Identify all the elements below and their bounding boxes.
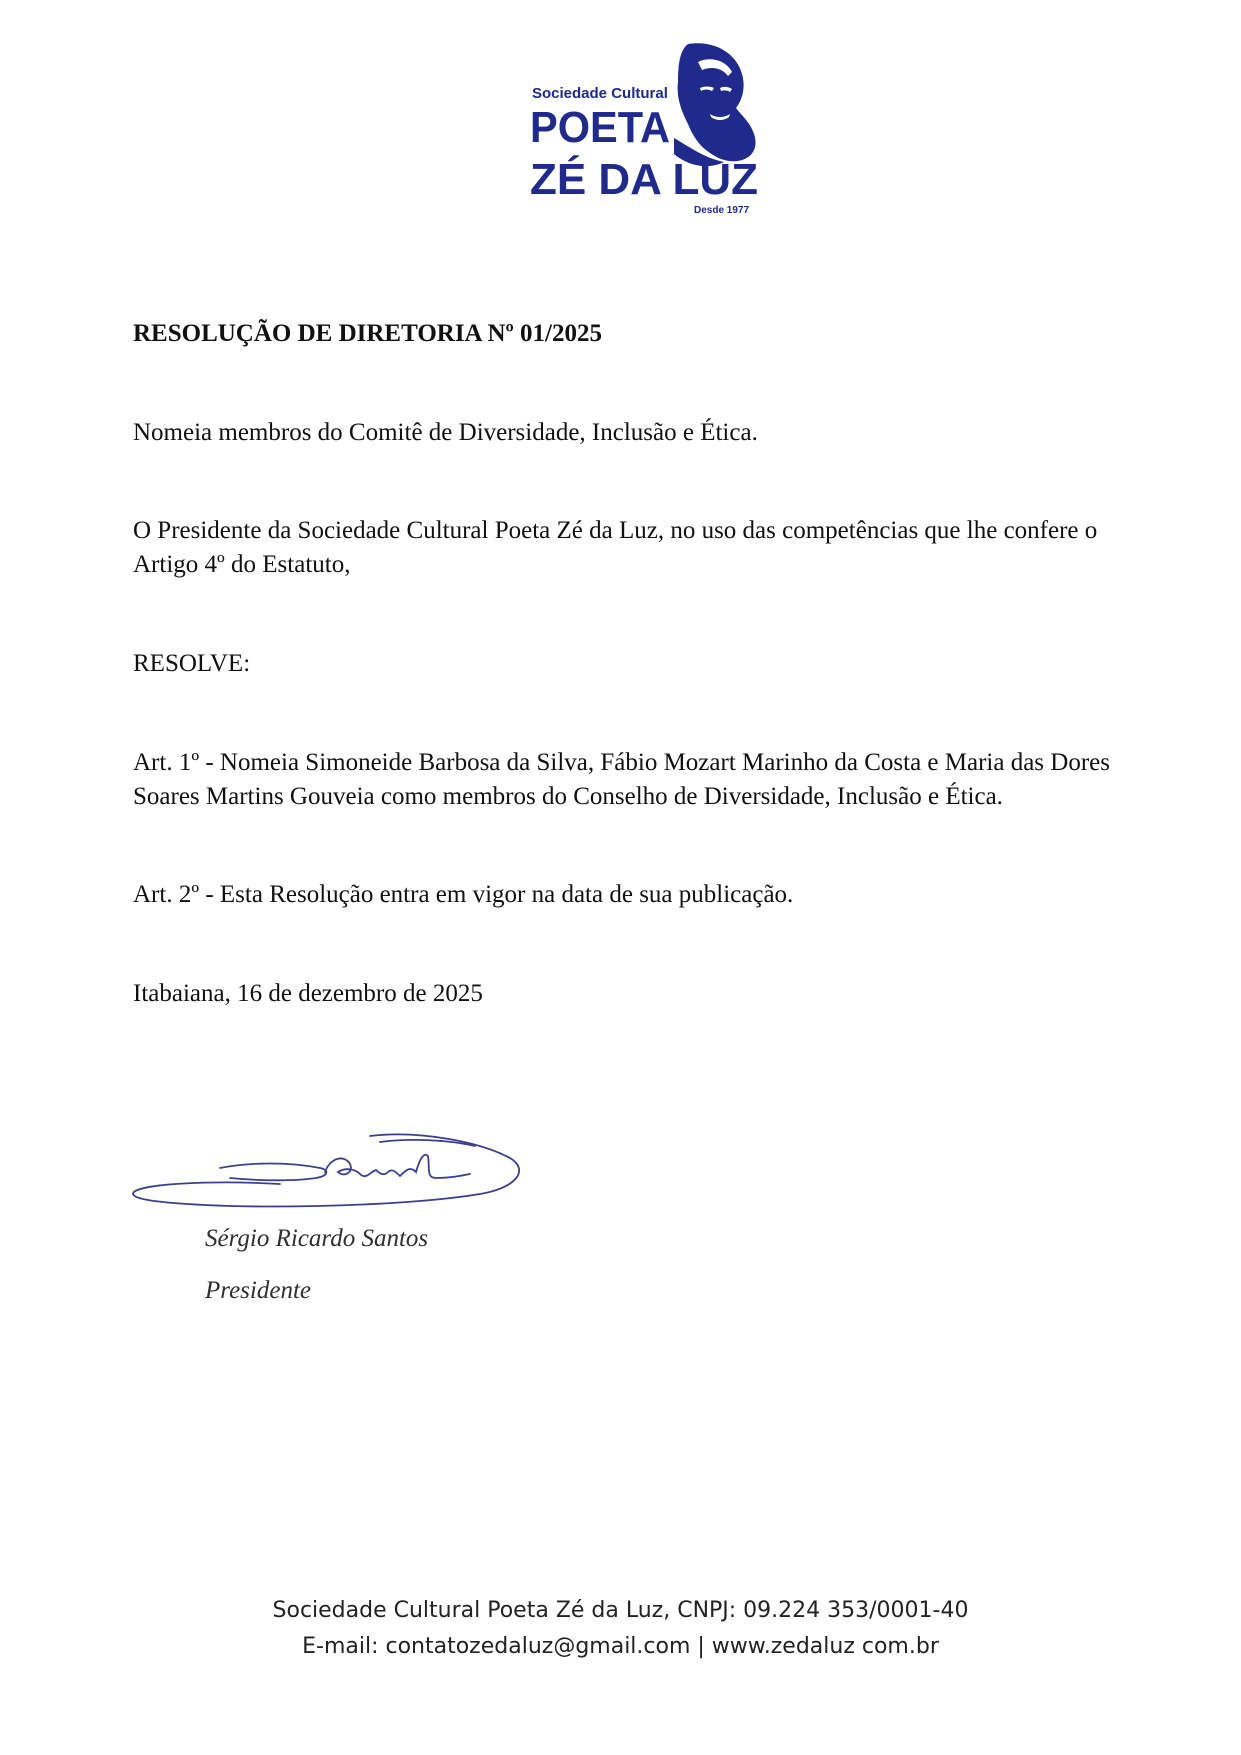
poet-portrait-icon (674, 43, 756, 166)
article-1: Art. 1º - Nomeia Simoneide Barbosa da Silva, Fábio Mozart Marinho da Costa e Maria das Dores Soares Martins Gouveia como membros do Conselho de Diversidade, Inclusão e Ética. (133, 749, 1110, 810)
signatory-name: Sérgio Ricardo Santos (205, 1225, 429, 1252)
document-preamble: O Presidente da Sociedade Cultural Poeta Zé da Luz, no uso das competências que lhe confere o Artigo 4º do Estatuto, (133, 517, 1098, 578)
article-2: Art. 2º - Esta Resolução entra em vigor na data de sua publicação. (133, 881, 794, 908)
footer-contact: E-mail: contatozedaluz@gmail.com | www.zedaluz com.br (302, 1634, 939, 1659)
footer-organization: Sociedade Cultural Poeta Zé da Luz, CNPJ: 09.224 353/0001-40 (272, 1598, 969, 1623)
resolve-heading: RESOLVE: (133, 650, 251, 677)
document-summary: Nomeia membros do Comitê de Diversidade, Inclusão e Ética. (133, 419, 758, 446)
document-title: RESOLUÇÃO DE DIRETORIA Nº 01/2025 (133, 320, 602, 347)
logo-name-line2: ZÉ DA LUZ (530, 155, 759, 204)
organization-logo (528, 42, 768, 222)
logo-since: Desde 1977 (694, 205, 750, 216)
logo-top-line: Sociedade Cultural (532, 85, 668, 102)
signatory-role: Presidente (205, 1277, 311, 1304)
place-date: Itabaiana, 16 de dezembro de 2025 (133, 980, 483, 1007)
logo-name-line1: POETA (530, 103, 670, 152)
